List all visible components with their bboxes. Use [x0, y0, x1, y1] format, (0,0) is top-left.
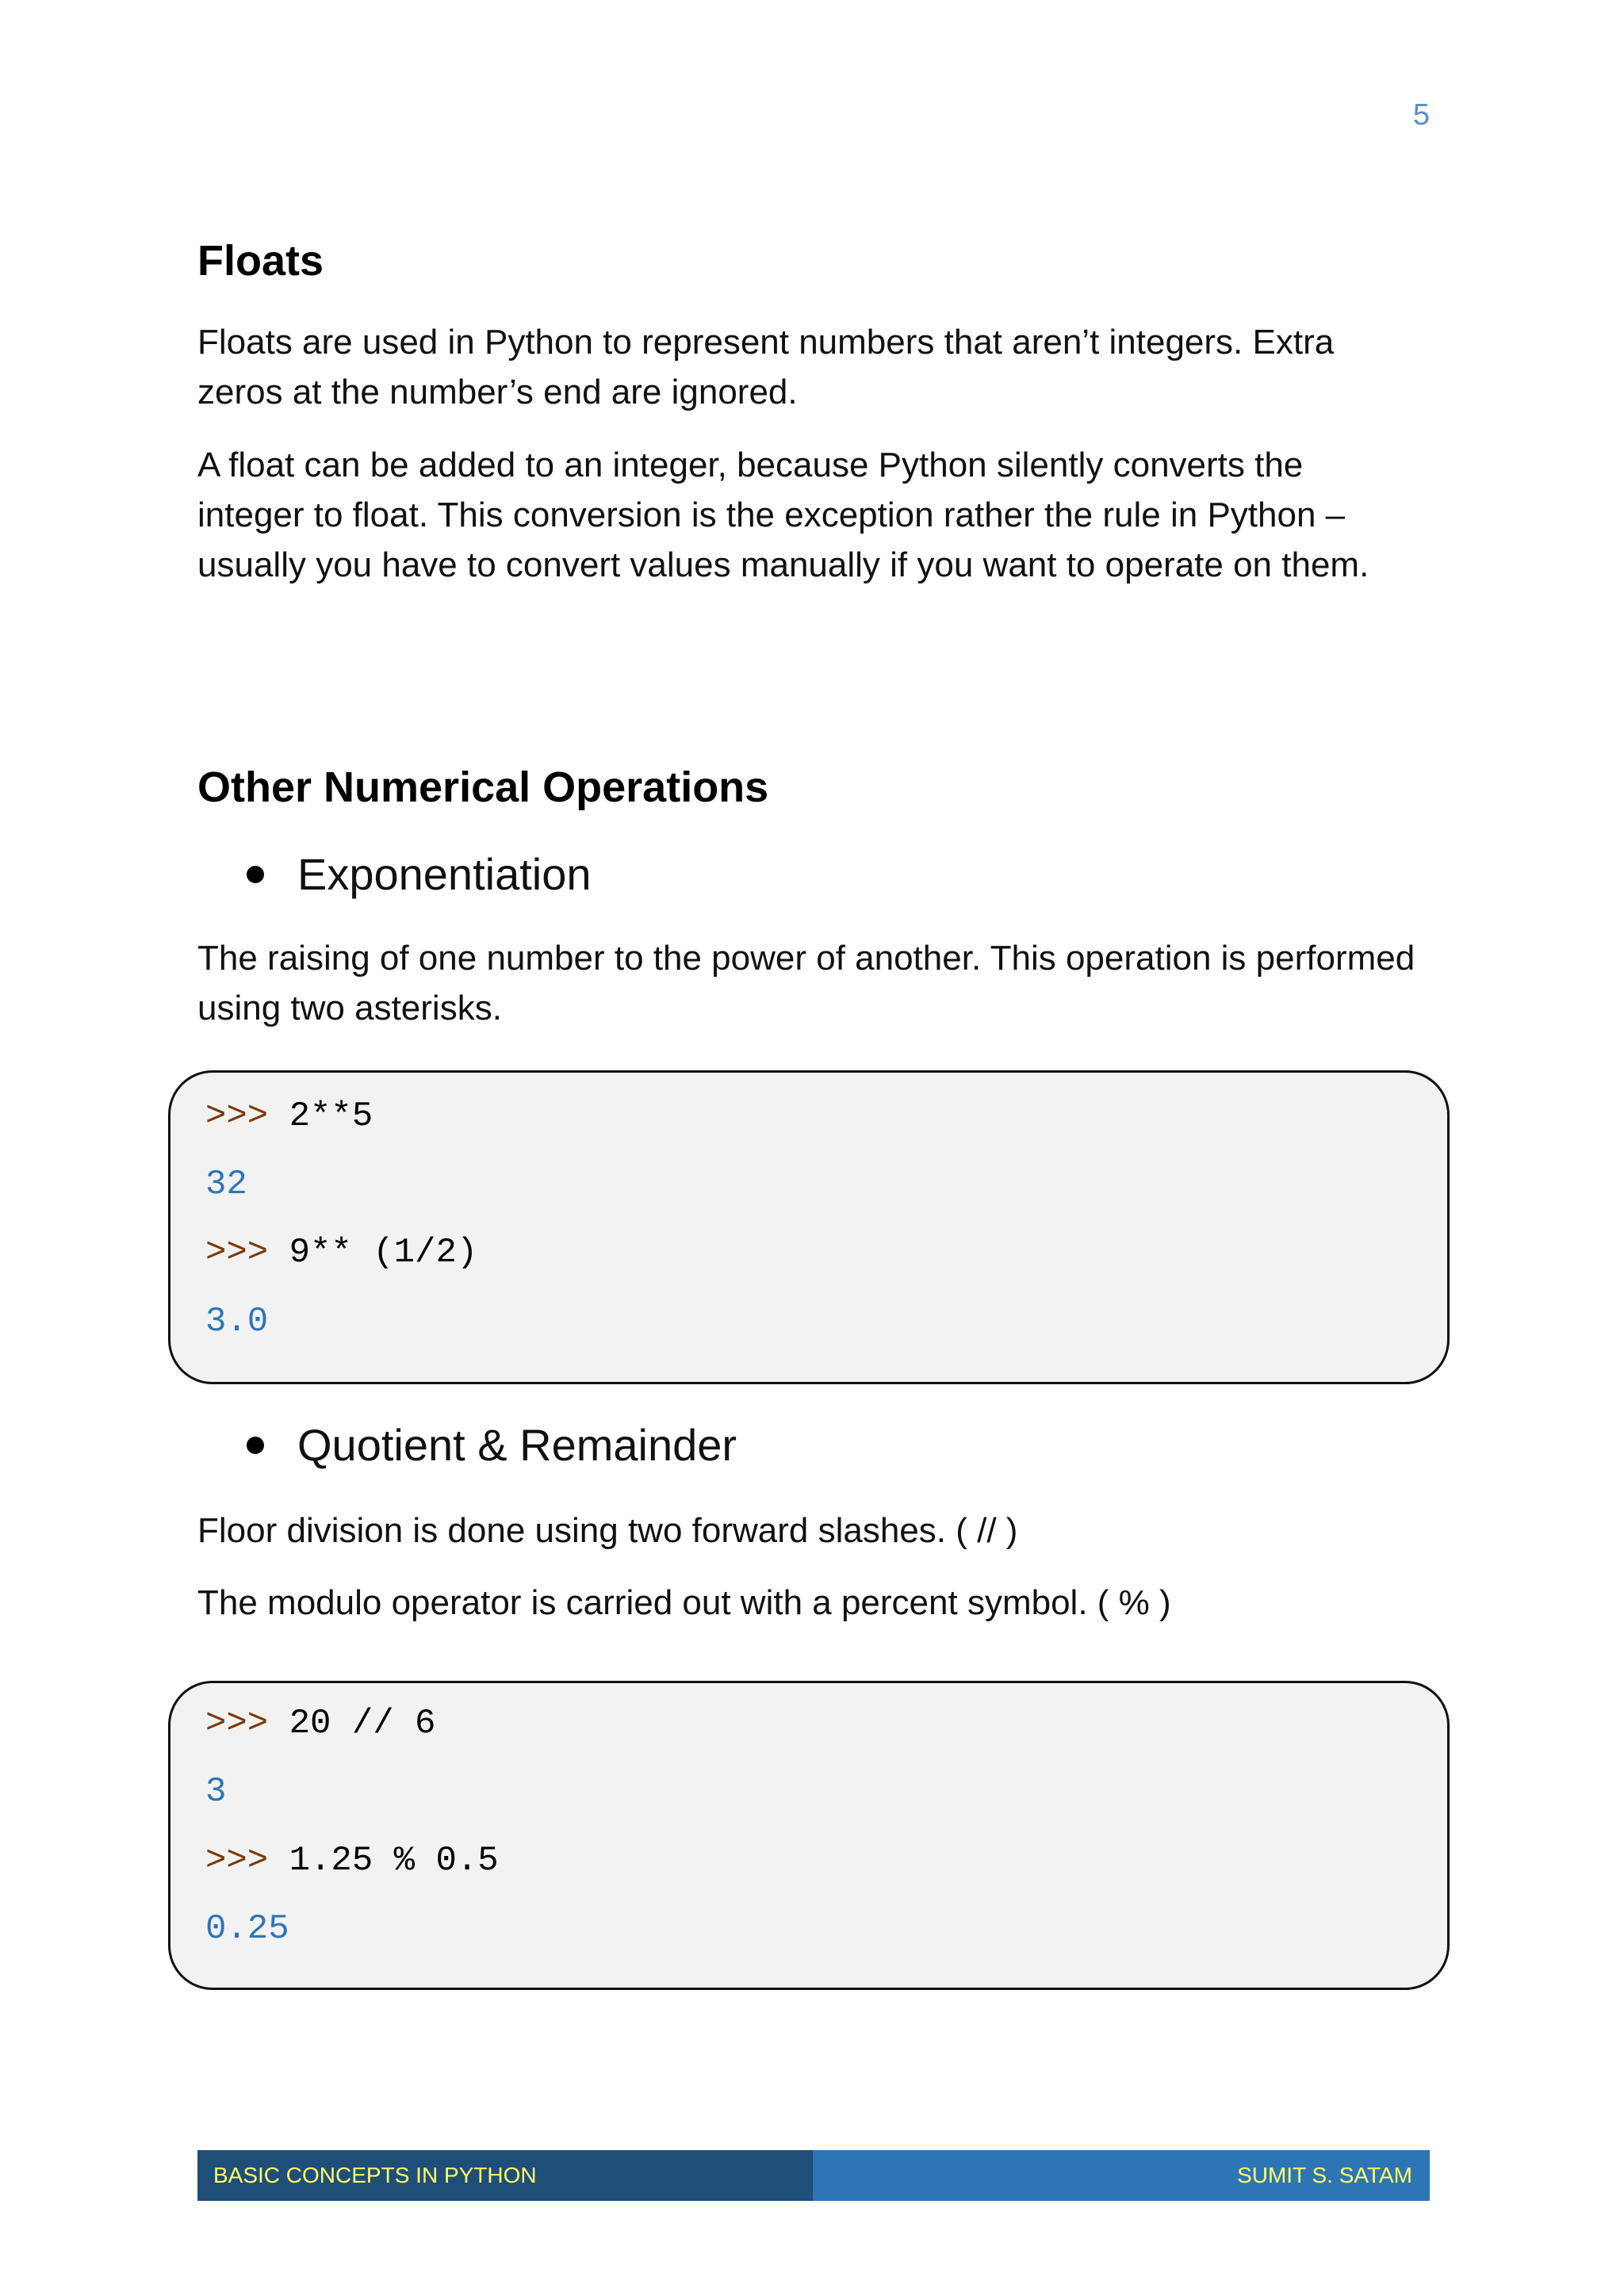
code-command: 2**5: [268, 1096, 373, 1136]
code-command: 20 // 6: [268, 1704, 436, 1743]
floats-paragraph-2: A float can be added to an integer, because Python silently converts the integer to float. This conversion is the exception rather the rule in Python – usually you have to convert values manually if you want to operate on them.: [197, 446, 1369, 584]
footer-author: SUMIT S. SATAM: [813, 2150, 1430, 2201]
code-line: [205, 1233, 477, 1272]
code-output: 0.25: [205, 1909, 289, 1949]
code-line: [205, 1096, 373, 1136]
floats-heading: Floats: [197, 237, 324, 285]
other-ops-heading: Other Numerical Operations: [197, 763, 769, 811]
code-prompt: >>>: [205, 1704, 269, 1743]
code-prompt: >>>: [205, 1096, 269, 1136]
bullet-dot-icon: [247, 866, 264, 883]
page-number: 5: [1412, 98, 1430, 132]
code-block-quotient: [168, 1681, 1450, 1990]
code-prompt: >>>: [205, 1233, 269, 1272]
bullet-quotient-label: Quotient & Remainder: [297, 1420, 737, 1470]
code-prompt: >>>: [205, 1841, 269, 1881]
code-command: 1.25 % 0.5: [268, 1841, 499, 1881]
exponentiation-description: The raising of one number to the power of another. This operation is performed using two asterisks.: [197, 939, 1415, 1027]
bullet-exponentiation: [247, 848, 592, 900]
page-footer: [197, 2150, 1430, 2201]
code-output: 32: [205, 1165, 247, 1204]
bullet-dot-icon: [247, 1437, 264, 1454]
floor-division-description: Floor division is done using two forward slashes. ( // ): [197, 1511, 1018, 1550]
code-line: [205, 1704, 435, 1743]
code-block-exponentiation: [168, 1070, 1450, 1384]
code-line: [205, 1841, 499, 1881]
modulo-description: The modulo operator is carried out with a percent symbol. ( % ): [197, 1583, 1171, 1622]
code-output: 3: [205, 1772, 227, 1812]
floats-paragraph-1: Floats are used in Python to represent numbers that aren’t integers. Extra zeros at the number’s end are ignored.: [197, 323, 1335, 411]
bullet-quotient-remainder: [247, 1419, 737, 1471]
code-output: 3.0: [205, 1302, 269, 1341]
code-command: 9** (1/2): [268, 1233, 478, 1272]
bullet-exponentiation-label: Exponentiation: [297, 849, 592, 899]
footer-title: BASIC CONCEPTS IN PYTHON: [197, 2150, 813, 2201]
